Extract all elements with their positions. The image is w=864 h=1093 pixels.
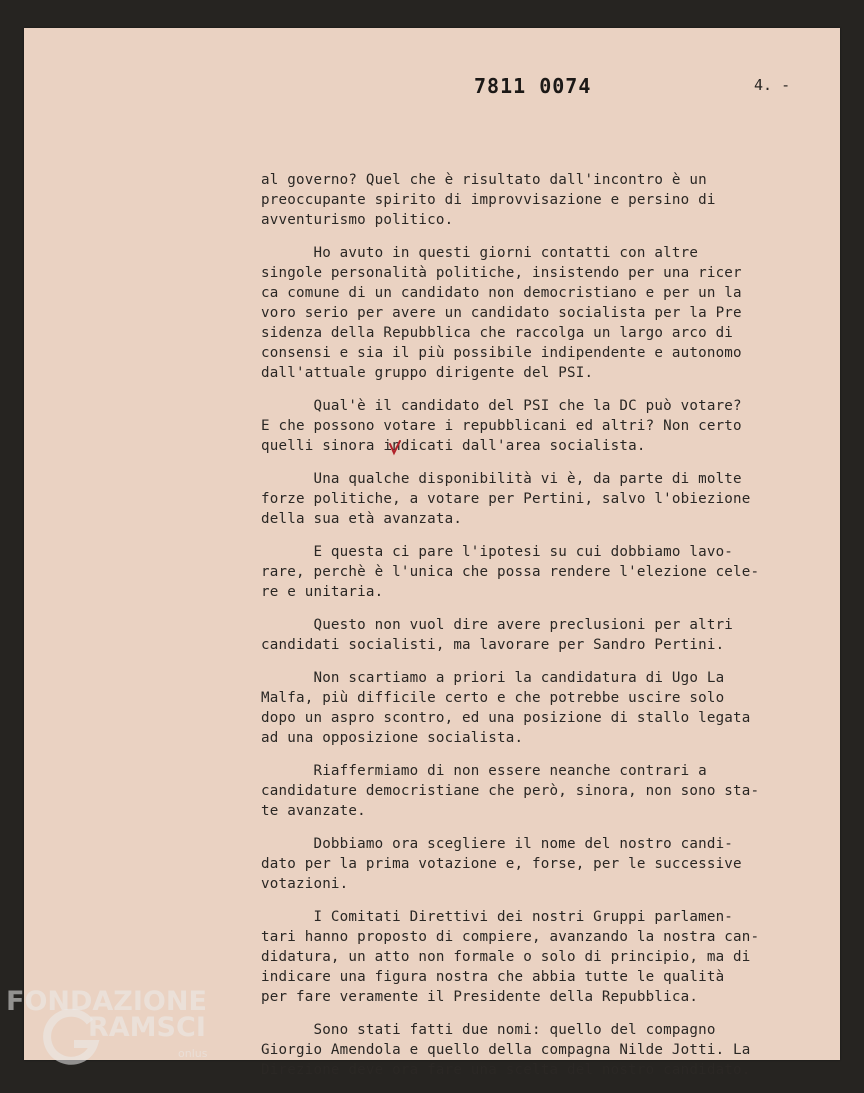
paragraph	[261, 469, 831, 529]
watermark-subtitle: RAMSCI	[88, 1012, 206, 1043]
paragraph	[261, 170, 831, 230]
text-line: Malfa, più difficile certo e che potrebbe uscire solo	[261, 690, 725, 706]
watermark-title: FONDAZIONE	[6, 986, 207, 1017]
text-line: rare, perchè è l'unica che possa rendere l'elezione cele-	[261, 564, 760, 580]
paragraph	[261, 907, 831, 1007]
paragraph	[261, 668, 831, 748]
text-line: voro serio per avere un candidato socialista per la Pre	[261, 305, 742, 321]
paragraph	[261, 243, 831, 383]
text-line: Giorgio Amendola e quello della compagna Nilde Jotti. La	[261, 1042, 751, 1058]
text-line: forze politiche, a votare per Pertini, salvo l'obiezione	[261, 491, 751, 507]
text-line: per fare veramente il Presidente della Repubblica.	[261, 989, 699, 1005]
text-line: I Comitati Direttivi dei nostri Gruppi parlamen-	[261, 909, 734, 925]
fondazione-gramsci-watermark	[6, 986, 212, 1072]
text-line: Questo non vuol dire avere preclusioni per altri	[261, 617, 734, 633]
text-line: didatura, un atto non formale o solo di principio, ma di	[261, 949, 751, 965]
text-line: Sono stati fatti due nomi: quello del compagno	[261, 1022, 716, 1038]
paragraph	[261, 761, 831, 821]
text-line: E che possono votare i repubblicani ed altri? Non certo	[261, 418, 742, 434]
paragraph	[261, 542, 831, 602]
text-line: ca comune di un candidato non democristiano e per un la	[261, 285, 742, 301]
paragraph	[261, 1020, 831, 1080]
paragraph	[261, 396, 831, 456]
text-line: singole personalità politiche, insistendo per una ricer	[261, 265, 742, 281]
text-line: te avanzate.	[261, 803, 366, 819]
paragraph	[261, 615, 831, 655]
page-number: 4. -	[754, 76, 791, 94]
text-line: preoccupante spirito di improvvisazione e persino di	[261, 192, 716, 208]
text-line: Non scartiamo a priori la candidatura di Ugo La	[261, 670, 725, 686]
text-line: consensi e sia il più possibile indipendente e autonomo	[261, 345, 742, 361]
text-line: re e unitaria.	[261, 584, 384, 600]
text-line: dato per la prima votazione e, forse, per le successive	[261, 856, 742, 872]
text-line: Ho avuto in questi giorni contatti con altre	[261, 245, 699, 261]
paragraph	[261, 834, 831, 894]
document-number: 7811 0074	[474, 74, 592, 98]
text-line: ad una opposizione socialista.	[261, 730, 524, 746]
text-line: Riaffermiamo di non essere neanche contrari a	[261, 763, 707, 779]
page-header	[0, 74, 864, 104]
text-line: Una qualche disponibilità vi è, da parte di molte	[261, 471, 742, 487]
text-line: E questa ci pare l'ipotesi su cui dobbiamo lavo-	[261, 544, 734, 560]
text-line: dopo un aspro scontro, ed una posizione di stallo legata	[261, 710, 751, 726]
watermark-onlus: onlus	[178, 1047, 208, 1060]
text-line: avventurismo politico.	[261, 212, 454, 228]
text-line: sidenza della Repubblica che raccolga un largo arco di	[261, 325, 734, 341]
red-check-mark-icon	[388, 438, 402, 458]
text-line: tari hanno proposto di compiere, avanzando la nostra can-	[261, 929, 760, 945]
text-line: indicare una figura nostra che abbia tutte le qualità	[261, 969, 725, 985]
text-line: votazioni.	[261, 876, 349, 892]
document-body	[261, 170, 831, 1093]
text-line: candidati socialisti, ma lavorare per Sandro Pertini.	[261, 637, 725, 653]
text-line: Dobbiamo ora scegliere il nome del nostro candi-	[261, 836, 734, 852]
text-line: quelli sinora indicati dall'area socialista.	[261, 438, 646, 454]
text-line: candidature democristiane che però, sinora, non sono sta-	[261, 783, 760, 799]
text-line: Qual'è il candidato del PSI che la DC può votare?	[261, 398, 742, 414]
text-line: della sua età avanzata.	[261, 511, 463, 527]
text-line: Direzione deve ora fare una scelta del nostro candidato.	[261, 1062, 751, 1078]
text-line: dall'attuale gruppo dirigente del PSI.	[261, 365, 594, 381]
text-line: al governo? Quel che è risultato dall'incontro è un	[261, 172, 707, 188]
